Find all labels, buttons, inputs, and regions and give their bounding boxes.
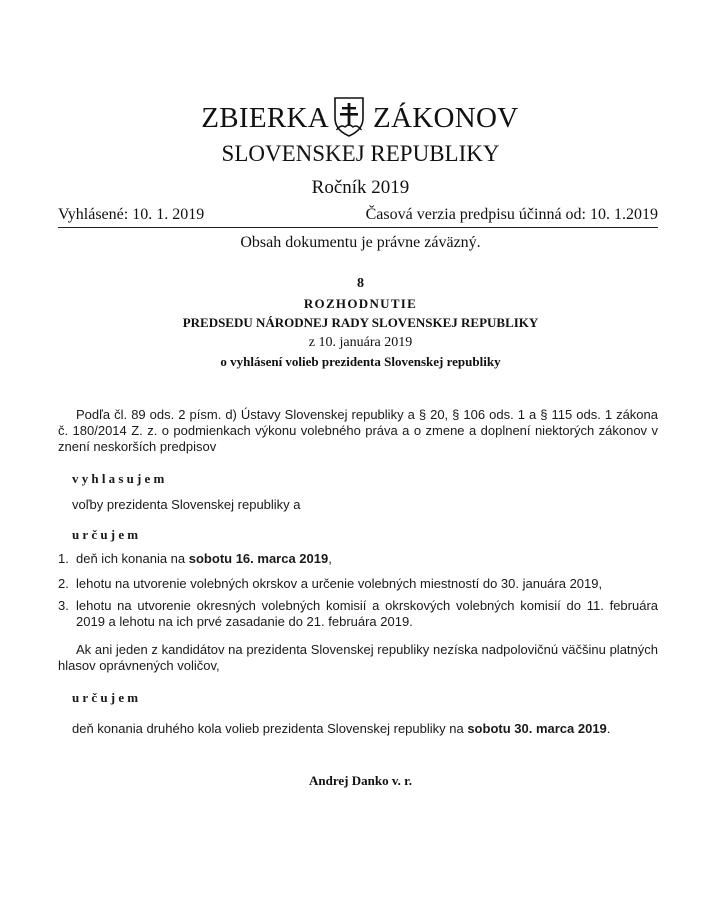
header-divider [58, 227, 658, 228]
list-item-number: 2. [58, 576, 69, 591]
decision-date: z 10. januára 2019 [308, 335, 413, 350]
publication-date: Vyhlásené: 10. 1. 2019 [58, 206, 205, 223]
second-round-condition: Ak ani jeden z kandidátov na prezidenta Slovenskej republiky nezíska nadpolovičnú väčšinu platných hlasov oprávnených voličov, [58, 642, 658, 673]
vyhlasujem-heading: vyhlasujem [72, 471, 168, 486]
decision-type: ROZHODNUTIE [303, 296, 418, 311]
binding-note: Obsah dokumentu je právne záväzný. [240, 234, 481, 251]
publication-info-bar [58, 206, 658, 226]
list-item-text: deň ich konania na sobotu 16. marca 2019, [76, 551, 332, 566]
slovak-coat-of-arms-icon [332, 96, 366, 138]
urcujem-heading: určujem [72, 527, 142, 542]
decision-number: 8 [357, 276, 364, 291]
masthead [0, 100, 721, 140]
masthead-title-left: ZBIERKA [201, 102, 329, 134]
list-item-text: lehotu na utvorenie okresných volebných komisií a okrskových volebných komisií do 11. februára 2019 a lehotu na ich prvé zasadanie do 21. februára 2019. [76, 598, 658, 629]
urcujem-heading-2: určujem [72, 690, 142, 705]
version-effective-date: Časová verzia predpisu účinná od: 10. 1.2019 [365, 206, 658, 223]
intro-paragraph: Podľa čl. 89 ods. 2 písm. d) Ústavy Slovenskej republiky a § 20, § 106 ods. 1 a § 115 ods. 1 zákona č. 180/2014 Z. z. o podmienkach výkonu volebného práva a o zmene a doplnení niektorých zákonov v znení neskorších predpisov [58, 407, 658, 454]
second-round-line: deň konania druhého kola volieb prezidenta Slovenskej republiky na sobotu 30. marca 2019. [72, 721, 611, 736]
masthead-title-right: ZÁKONOV [373, 102, 519, 134]
elections-line: voľby prezidenta Slovenskej republiky a [72, 497, 301, 512]
list-item-text: lehotu na utvorenie volebných okrskov a určenie volebných miestností do 30. januára 2019, [76, 576, 603, 591]
signature: Andrej Danko v. r. [309, 773, 412, 788]
list-item-number: 1. [58, 551, 69, 566]
decision-subject: o vyhlásení volieb prezidenta Slovenskej republiky [220, 354, 501, 369]
decision-issuer: PREDSEDU NÁRODNEJ RADY SLOVENSKEJ REPUBLIKY [182, 315, 539, 330]
volume-year: Ročník 2019 [311, 177, 410, 198]
masthead-subtitle: SLOVENSKEJ REPUBLIKY [221, 141, 500, 166]
list-item-number: 3. [58, 598, 69, 613]
